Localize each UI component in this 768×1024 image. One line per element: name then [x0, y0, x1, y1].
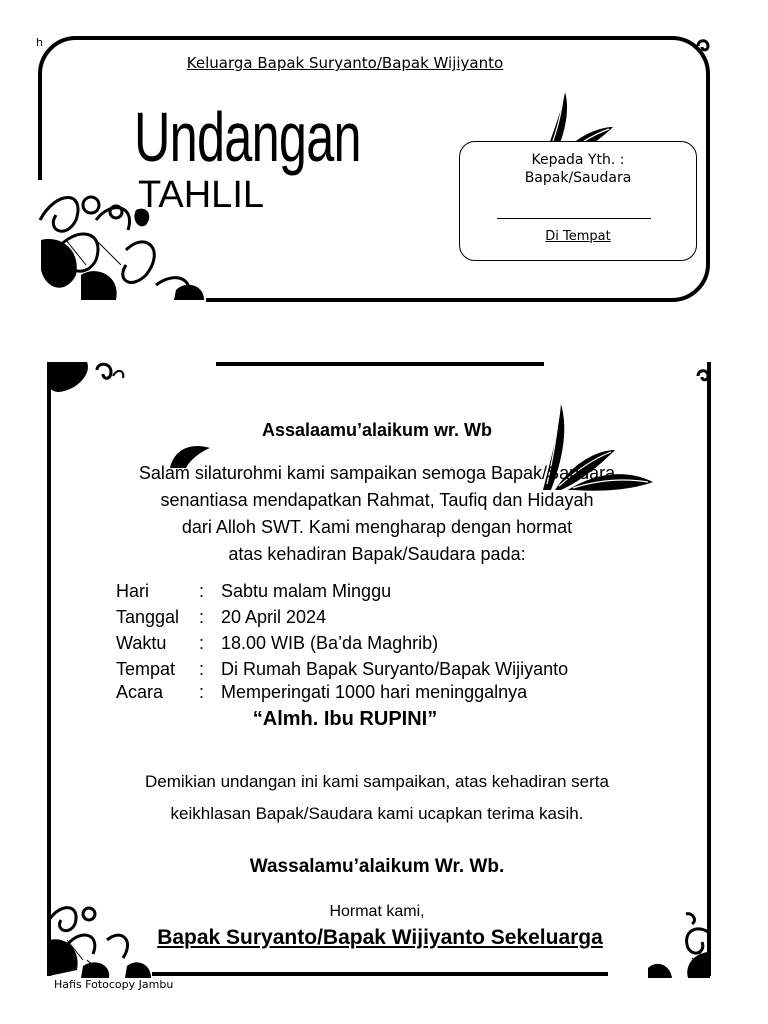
detail-label: Waktu — [116, 633, 167, 653]
detail-value: Di Rumah Bapak Suryanto/Bapak Wijiyanto — [221, 659, 569, 679]
intro-line: atas kehadiran Bapak/Saudara pada: — [228, 544, 526, 564]
detail-label: Acara — [116, 682, 164, 702]
intro-line: dari Alloh SWT. Kami mengharap dengan hormat — [181, 517, 573, 537]
detail-separator: : — [199, 659, 205, 679]
regards: Hormat kami, — [329, 903, 425, 920]
address-name-line — [497, 218, 651, 219]
detail-value: 18.00 WIB (Ba’da Maghrib) — [221, 633, 439, 653]
frame-bottom-border — [152, 972, 608, 976]
detail-value: Sabtu malam Minggu — [221, 581, 392, 601]
sender-name: Bapak Suryanto/Bapak Wijiyanto Sekeluarga — [157, 926, 603, 949]
frame-top-border — [216, 362, 544, 366]
greeting: Assalaamu’alaikum wr. Wb — [261, 420, 493, 440]
detail-value: Memperingati 1000 hari meninggalnya — [221, 682, 528, 702]
detail-separator: : — [199, 633, 205, 653]
closing-line: Demikian undangan ini kami sampaikan, atas kehadiran serta — [145, 772, 609, 791]
invitation-subtitle: TAHLIL — [138, 174, 265, 216]
address-place: Di Tempat — [545, 229, 611, 244]
frame-right-border — [707, 362, 711, 976]
address-to: Kepada Yth. : — [531, 152, 625, 168]
corner-mark: h — [36, 36, 43, 49]
detail-separator: : — [199, 607, 205, 627]
frame-left-border — [47, 362, 51, 976]
detail-separator: : — [199, 581, 205, 601]
intro-line: senantiasa mendapatkan Rahmat, Taufiq dan Hidayah — [160, 490, 594, 510]
closing-line: keikhlasan Bapak/Saudara kami ucapkan terima kasih. — [170, 804, 584, 823]
footer-credit: Hafis Fotocopy Jambu — [54, 978, 174, 991]
detail-value: 20 April 2024 — [221, 607, 327, 627]
corner-ornament-icon — [47, 362, 127, 394]
detail-label: Tempat — [116, 659, 176, 679]
swirl-icon — [694, 36, 712, 56]
invitation-title: Undangan — [134, 98, 361, 176]
closing-paragraph — [60, 772, 694, 836]
swirl-icon — [694, 366, 712, 386]
detail-label: Tanggal — [116, 607, 180, 627]
deceased-name: “Almh. Ibu RUPINI” — [252, 708, 438, 730]
intro-line: Salam silaturohmi kami sampaikan semoga Bapak/Saudara — [138, 463, 616, 483]
family-heading: Keluarga Bapak Suryanto/Bapak Wijiyanto — [186, 54, 504, 72]
salutation: Wassalamu’alaikum Wr. Wb. — [249, 856, 505, 877]
detail-label: Hari — [116, 581, 150, 601]
intro-paragraph — [64, 460, 690, 568]
address-recipient: Bapak/Saudara — [524, 170, 632, 186]
detail-separator: : — [199, 682, 205, 702]
